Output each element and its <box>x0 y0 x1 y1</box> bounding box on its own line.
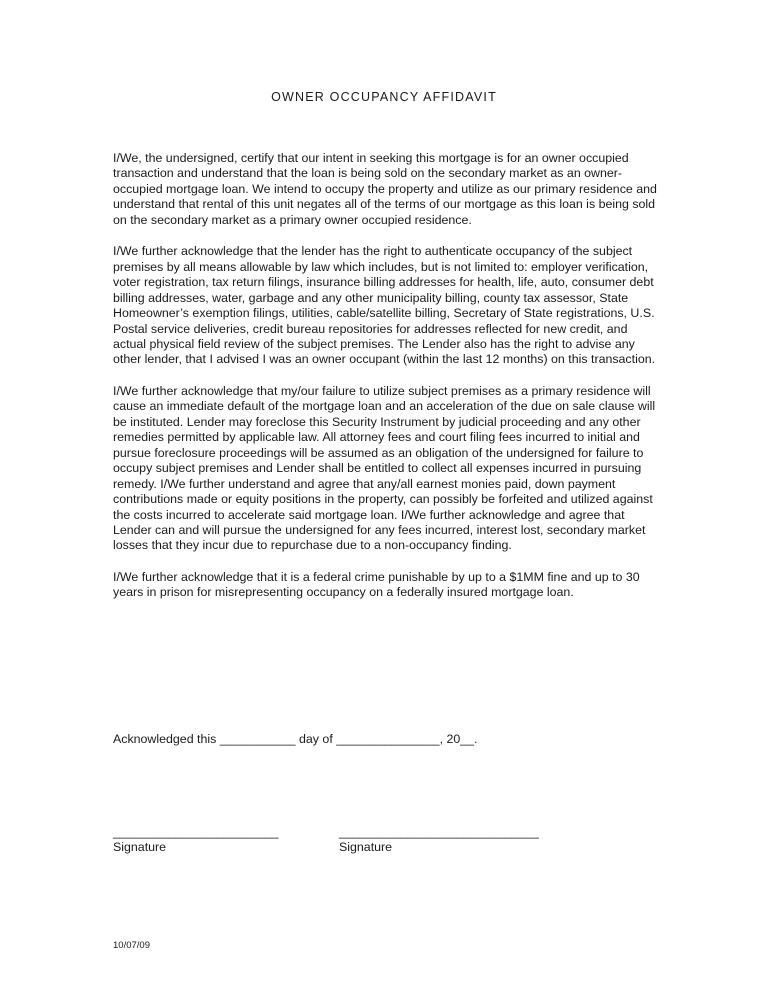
paragraph-authenticate-occupancy: I/We further acknowledge that the lender has the right to authenticate occupancy of the subject premises by all means allowable by law which includes, but is not limited to: employer verification, voter registration, tax return filings, insurance billing addresses for health, life, auto, consumer debt billing addresses, water, garbage and any other municipality billing, county tax assessor, State Homeowner’s exemption filings, utilities, cable/satellite billing, Secretary of State registrations, U.S. Postal service deliveries, credit bureau repositories for addresses reflected for new credit, and actual physical field review of the subject premises. The Lender also has the right to advise any other lender, that I advised I was an owner occupant (within the last 12 months) on this transaction. <box>113 244 656 367</box>
signature-line-2: _____________________________ <box>339 825 539 839</box>
signature-line-1: ________________________ <box>113 825 279 839</box>
signature-label-2: Signature <box>339 840 393 854</box>
paragraph-federal-crime: I/We further acknowledge that it is a federal crime punishable by up to a $1MM fine and up to 30 years in prison for misrepresenting occupancy on a federally insured mortgage loan. <box>113 569 640 600</box>
document-title: OWNER OCCUPANCY AFFIDAVIT <box>271 90 497 104</box>
document-body <box>113 151 658 617</box>
paragraph-occupancy-intent: I/We, the undersigned, certify that our intent in seeking this mortgage is for an owner occupied transaction and understand that the loan is being sold on the secondary market as an owner-occupied mortgage loan. We intend to occupy the property and utilize as our primary residence and understand that rental of this unit negates all of the terms of our mortgage as this loan is being sold on the secondary market as a primary owner occupied residence. <box>113 151 657 227</box>
acknowledgment-line: Acknowledged this ___________ day of _______________, 20__. <box>113 732 478 746</box>
signature-label-1: Signature <box>113 840 167 854</box>
footer-date: 10/07/09 <box>113 940 150 951</box>
paragraph-default-remedies: I/We further acknowledge that my/our failure to utilize subject premises as a primary residence will cause an immediate default of the mortgage loan and an acceleration of the due on sale clause will be instituted. Lender may foreclose this Security Instrument by judicial proceeding and any other remedies permitted by applicable law. All attorney fees and court filing fees incurred to initial and pursue foreclosure proceedings will be assumed as an obligation of the undersigned for failure to occupy subject premises and Lender shall be entitled to collect all expenses incurred in pursuing remedy. I/We further understand and agree that any/all earnest monies paid, down payment contributions made or equity positions in the property, can possibly be forfeited and utilized against the costs incurred to accelerate said mortgage loan. I/We further acknowledge and agree that Lender can and will pursue the undersigned for any fees incurred, interest lost, secondary market losses that they incur due to repurchase due to a non-occupancy finding. <box>113 383 656 553</box>
